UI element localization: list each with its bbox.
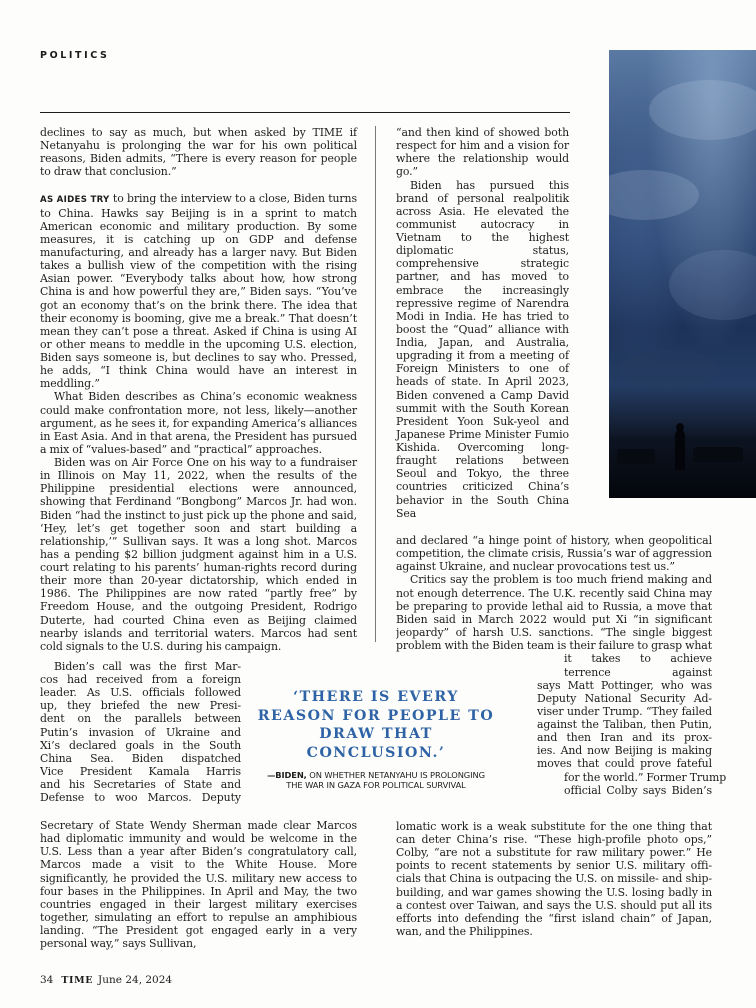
magazine-name: TIME [61, 975, 94, 986]
photo-stormy-sky [609, 50, 756, 498]
right-bottom-line: a contest over Taiwan, and says the U.S. should put all its [396, 899, 712, 912]
wide-line: problem with the Biden team is their failure to grasp what [396, 639, 712, 652]
right-bottom-line: points to recent statements by senior U.S. military offi- [396, 859, 712, 872]
attribution-line-2: THE WAR IN GAZA FOR POLITICAL SURVIVAL [286, 780, 466, 791]
right-narrow-line: it takes to achieve [564, 652, 712, 665]
wide-line: be preparing to provide lethal aid to Russia, a move that [396, 600, 712, 613]
run-in-head: AS AIDES TRY [40, 194, 110, 205]
right-bottom-line: cials that China is outpacing the U.S. on missile- and ship- [396, 872, 712, 885]
pull-quote-text: ‘THERE IS EVERY REASON FOR PEOPLE TO DRAW THAT CONCLUSION.’ [257, 689, 495, 761]
wide-line: jeopardy” of harsh U.S. sanctions. “The single biggest [396, 626, 712, 639]
wide-line: Biden said in March 2022 would put Xi “in significant [396, 613, 712, 626]
wide-line: not enough deterrence. The U.K. recently said China may [396, 587, 712, 600]
left-narrow-line: China Sea. Biden dispatched [40, 752, 241, 765]
left-narrow-line: up, they briefed the new Presi- [40, 699, 241, 712]
left-narrow-line: leader. As U.S. officials followed [40, 686, 241, 699]
issue-date: June 24, 2024 [98, 974, 173, 986]
right-narrow-line: viser under Trump. “They failed [537, 705, 712, 718]
left-bottom [40, 819, 357, 950]
attribution-line-1: ON WHETHER NETANYAHU IS PROLONGING [306, 770, 485, 780]
right-bottom-line: wan, and the Philippines. [396, 925, 533, 938]
attribution-name: —BIDEN, [267, 770, 307, 780]
section-label: POLITICS [40, 50, 110, 61]
wide-line: against Ukraine, and nuclear provocations test us.” [396, 560, 675, 573]
paragraph-2 [40, 192, 357, 391]
left-narrow-line: dent on the parallels between [40, 712, 241, 725]
pull-quote-attribution [251, 770, 501, 791]
wide-line: and declared “a hinge point of history, when geopolitical [396, 534, 712, 547]
left-narrow-line: Defense to woo Marcos. Deputy [40, 791, 241, 804]
page-footer [40, 974, 172, 986]
page-number: 34 [40, 974, 54, 986]
middle-column [396, 126, 569, 520]
pull-quote [251, 688, 501, 791]
wide-line: competition, the climate crisis, Russia’s war of aggression [396, 547, 712, 560]
right-bottom-line: can deter China’s rise. “These high-profile photo ops,” [396, 833, 712, 846]
column-rule [375, 126, 376, 642]
wide-line: Critics say the problem is too much friend making and [410, 573, 712, 586]
right-narrow-line: ies. And now Beijing is making [537, 744, 712, 757]
right-bottom-line: lomatic work is a weak substitute for the one thing that [396, 820, 712, 833]
left-narrow-line: cos had received from a foreign [40, 673, 241, 686]
right-narrow-line: says Matt Pottinger, who was [537, 679, 712, 692]
mid-paragraph-1: “and then kind of showed both respect for him and a vision for where the relationship would go.” [396, 126, 569, 179]
right-bottom-line: efforts into defending the “first island chain” of Japan, [396, 912, 712, 925]
right-narrow-line: against the Taliban, then Putin, [537, 718, 712, 731]
left-narrow-line: Putin’s invasion of Ukraine and [40, 726, 241, 739]
left-bottom-paragraph: Secretary of State Wendy Sherman made clear Marcos had diplomatic immunity and would be welcome in the U.S. Less than a year after Biden’s congratulatory call, Marcos made a visit to the White House. More significantly, he provided the U.S. military new access to four bases in the Philippines. In April and May, the two countries engaged in their largest military exercises together, simulating an effort to repulse an amphibious landing. “The President got engaged early in a very personal way,” says Sullivan, [40, 819, 357, 951]
right-narrow-line: Deputy National Security Ad- [537, 692, 712, 705]
left-narrow-line: Vice President Kamala Harris [40, 765, 241, 778]
paragraph-4: Biden was on Air Force One on his way to a fundraiser in Illinois on May 11, 2022, when the results of the Philippine presidential elections were announced, showing that Ferdinand “Bongbong” Marcos Jr. had won. Biden “had the instinct to just pick up the phone and said, ‘Hey, let’s get together soon and start building a relationship,’” Sullivan says. It was a long shot. Marcos has a pending $2 billion judgment against him in a U.S. court relating to his parents’ human-rights record during their more than 20-year dictatorship, which ended in 1986. The Philippines are now rated “partly free” by Freedom House, and the outgoing President, Rodrigo Duterte, had courted China even as Beijing claimed nearby islands and territorial waters. Marcos had sent cold signals to the U.S. during his campaign. [40, 456, 357, 653]
left-narrow-line: Biden’s call was the first Mar- [54, 660, 241, 673]
right-bottom-line: building, and war games showing the U.S. losing badly in [396, 886, 712, 899]
mid-paragraph-2: Biden has pursued this brand of personal realpolitik across Asia. He elevated the communist autocracy in Vietnam to the highest diplomatic status, comprehensive strategic partner, and has moved to embrace the increasingly repressive regime of Narendra Modi in India. He has tried to boost the “Quad” alliance with India, Japan, and Australia, upgrading it from a meeting of Foreign Ministers to one of heads of state. In April 2023, Biden convened a Camp David summit with the South Korean President Yoon Suk-yeol and Japanese Prime Minister Fumio Kishida. Overcoming long-fraught relations between Seoul and Tokyo, the three countries criticized China’s behavior in the South China Sea [396, 178, 569, 520]
right-narrow-line: terrence against [564, 666, 712, 679]
top-rule [40, 112, 570, 113]
paragraph-1: declines to say as much, but when asked by TIME if Netanyahu is prolonging the war for his own political reasons, Biden admits, “There is every reason for people to draw that conclusion.” [40, 126, 357, 179]
left-narrow-line: and his Secretaries of State and [40, 778, 241, 791]
left-narrow-line: Xi’s declared goals in the South [40, 739, 241, 752]
right-bottom-line: Colby, “are not a substitute for raw military power.” He [396, 846, 712, 859]
right-narrow-line: official Colby says Biden’s [564, 784, 712, 797]
person-silhouette [675, 430, 685, 470]
paragraph-3: What Biden describes as China’s economic weakness could make confrontation more, not less, likely—another argument, as he sees it, for expanding America’s alliances in East Asia. And in that arena, the President has pursued a mix of “values-based” and “practical” approaches. [40, 390, 357, 456]
right-narrow-line: and then Iran and its prox- [537, 731, 712, 744]
left-column [40, 126, 357, 653]
right-narrow-line: for the world.” Former Trump [564, 771, 727, 784]
right-narrow-line: moves that could prove fateful [537, 757, 712, 770]
paragraph-2-text: to bring the interview to a close, Biden turns to China. Hawks say Beijing is in a sprint to match American economic and military production. By some measures, it is catching up on GDP and defense manufacturing, and already has a larger navy. But Biden takes a bullish view of the competition with the rising Asian power. “Everybody talks about how, how strong China is and how powerful they are,” Biden says. “You’ve got an economy that’s on the brink there. The idea that their economy is booming, give me a break.” That doesn’t mean they can’t pose a threat. Asked if China is using AI or other means to meddle in the upcoming U.S. election, Biden says someone is, but declines to say who. Pressed, he adds, “I think China would have an interest in meddling.” [40, 191, 357, 391]
